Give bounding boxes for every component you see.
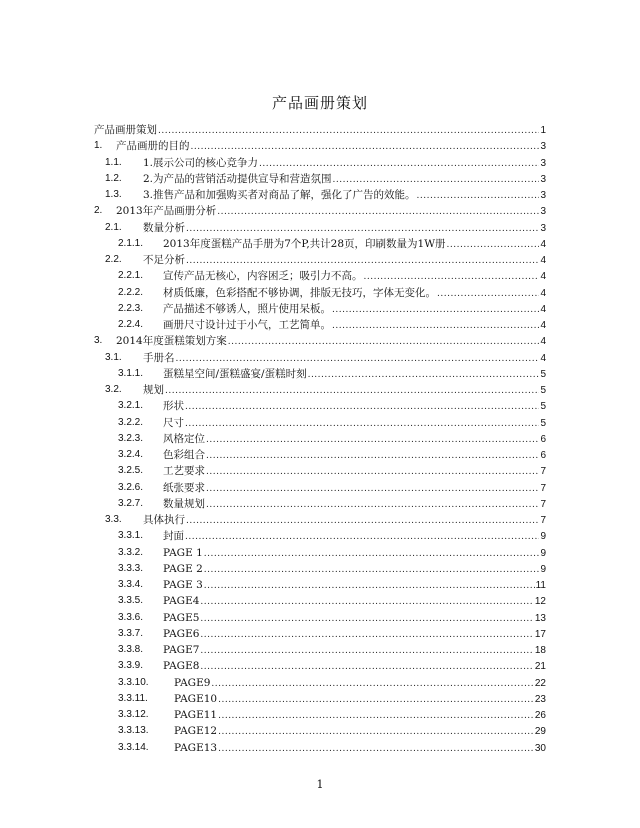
toc-entry-page: 3 [540,173,546,185]
toc-dot-leader [364,269,540,285]
toc-entry[interactable] [94,317,546,333]
toc-entry[interactable] [94,610,546,626]
toc-dot-leader [308,367,540,383]
toc-entry-line [163,593,546,610]
toc-entry[interactable] [94,236,546,252]
toc-entry[interactable] [94,431,546,447]
toc-entry-line [174,691,546,708]
toc-entry-text: 2.为产品的营销活动提供宣导和营造氛围 [143,172,332,185]
toc-entry-line [143,350,546,367]
toc-entry-number: 3.2.5. [118,465,144,477]
toc-entry[interactable] [94,203,546,219]
toc-entry[interactable] [94,366,546,382]
toc-entry-page: 4 [540,287,546,299]
toc-entry-line [163,463,546,480]
toc-entry[interactable] [94,642,546,658]
toc-entry-number: 2.2. [105,254,122,265]
toc-entry-line [143,382,546,399]
toc-entry-text: 产品描述不够诱人，照片使用呆板。 [163,302,331,315]
toc-entry-number: 3.3.5. [118,595,144,607]
toc-entry-line [163,658,546,675]
toc-entry-page: 6 [540,433,546,445]
toc-dot-leader [206,448,539,464]
toc-entry[interactable] [94,707,546,723]
toc-entry-number: 2. [94,205,103,217]
toc-entry[interactable] [94,675,546,691]
toc-entry[interactable] [94,382,546,398]
toc-entry-number: 3.3.8. [118,644,144,655]
toc-entry[interactable] [94,301,546,317]
toc-entry-text: PAGE7 [163,644,200,656]
toc-entry-text: 形状 [163,400,184,413]
toc-entry-line [163,431,546,448]
toc-entry-text: 产品画册的目的 [116,140,190,153]
toc-entry-number: 3. [94,335,103,347]
toc-entry-page: 3 [540,141,546,153]
toc-entry-page: 3 [540,206,546,218]
toc-entry-number: 3.3.10. [118,676,149,688]
toc-entry-text: PAGE 3 [163,579,203,591]
toc-entry-line [116,333,546,350]
toc-entry-text: PAGE13 [174,741,218,754]
toc-entry-line [163,236,546,253]
toc-entry[interactable] [94,333,546,349]
toc-dot-leader [165,383,539,399]
toc-entry[interactable] [94,285,546,301]
toc-entry-page: 9 [540,531,546,543]
toc-entry-text: 画册尺寸设计过于小气，工艺简单。 [163,319,331,331]
toc-entry[interactable] [94,480,546,496]
toc-entry-line [163,545,546,562]
toc-entry[interactable] [94,723,546,739]
toc-entry[interactable] [94,138,546,154]
toc-entry[interactable] [94,463,546,479]
table-of-contents [94,122,546,756]
toc-entry-text: 纸张要求 [163,481,205,494]
toc-entry-line [94,122,546,139]
toc-entry-number: 1.3. [105,189,122,200]
toc-entry[interactable] [94,350,546,366]
toc-entry-page: 9 [540,563,546,575]
toc-entry-number: 3.2.1. [118,400,144,412]
toc-entry-number: 2.2.2. [118,286,144,298]
toc-dot-leader [259,156,539,172]
toc-entry-line [143,155,546,172]
toc-entry-text: PAGE4 [163,595,200,608]
toc-entry-page: 30 [534,742,546,754]
toc-entry-line [163,577,546,594]
toc-entry-line [163,366,546,383]
toc-entry-text: 数量规划 [163,497,205,510]
toc-entry-number: 3.3.2. [118,546,144,558]
toc-entry[interactable] [94,447,546,463]
toc-entry-line [163,301,546,318]
toc-dot-leader [206,432,539,448]
toc-dot-leader [186,513,539,529]
toc-dot-leader [186,221,539,237]
toc-entry-page: 5 [540,385,546,396]
toc-entry-text: 2013年产品画册分析 [116,205,217,218]
toc-entry[interactable] [94,415,546,431]
toc-entry[interactable] [94,398,546,414]
toc-entry-number: 3.3.6. [118,611,144,623]
toc-entry-number: 3.3.14. [118,741,149,753]
toc-entry-text: 封面 [163,530,184,543]
toc-dot-leader [206,481,539,497]
toc-entry-number: 3.2.2. [118,416,144,428]
toc-entry-text: PAGE8 [163,660,200,673]
toc-entry-number: 3.2. [105,384,122,395]
toc-entry-text: PAGE 1 [163,546,203,559]
toc-entry-number: 2.2.1. [118,270,144,282]
toc-entry[interactable] [94,171,546,187]
toc-entry-number: 3.3.4. [118,579,144,590]
toc-dot-leader [332,318,539,334]
toc-entry[interactable] [94,268,546,284]
toc-dot-leader [176,351,540,367]
toc-entry-text: 风格定位 [163,432,205,445]
toc-entry-page: 3 [540,157,546,169]
toc-entry-line [163,528,546,545]
toc-entry-line [174,675,546,692]
toc-entry-text: 尺寸 [163,416,184,429]
toc-entry-text: 工艺要求 [163,465,205,478]
toc-entry[interactable] [94,528,546,544]
toc-entry-text: 手册名 [143,351,175,364]
toc-entry-number: 3.3.13. [118,725,149,737]
toc-dot-leader [332,302,539,318]
toc-dot-leader [200,627,533,643]
toc-dot-leader [200,611,533,627]
toc-entry-number: 2.2.4. [118,319,144,330]
toc-entry-line [163,398,546,415]
toc-entry-number: 3.3. [105,514,122,525]
toc-dot-leader [447,237,540,253]
toc-dot-leader [204,578,535,594]
toc-entry-page: 7 [540,498,546,510]
toc-dot-leader [185,529,539,545]
toc-entry-page: 12 [534,596,546,608]
toc-entry-line [143,512,546,529]
toc-dot-leader [204,562,540,578]
toc-dot-leader [217,204,539,220]
toc-entry-number: 3.3.1. [118,530,144,542]
toc-entry-line [174,740,546,757]
toc-entry-text: 2013年度蛋糕产品手册为7个P,共计28页，印刷数量为1W册 [163,237,446,250]
toc-entry-page: 29 [534,726,546,738]
toc-entry-page: 4 [540,303,546,315]
toc-entry-number: 1.1. [105,156,122,168]
toc-entry-line [163,496,546,513]
toc-entry[interactable] [94,187,546,203]
toc-dot-leader [218,692,534,708]
toc-dot-leader [218,724,534,740]
toc-entry-text: PAGE5 [163,611,200,624]
toc-entry-text: PAGE 2 [163,562,203,575]
toc-entry-page: 7 [540,482,546,494]
toc-entry-page: 3 [540,222,546,234]
toc-entry-page: 17 [534,628,546,640]
toc-entry-page: 21 [534,661,546,673]
toc-dot-leader [185,416,539,432]
toc-entry-number: 3.3.3. [118,562,144,574]
toc-entry-page: 5 [540,368,546,380]
toc-entry-text: PAGE9 [174,676,211,689]
toc-entry-text: 色彩组合 [163,449,205,461]
toc-entry-text: PAGE12 [174,725,218,738]
toc-entry-line [116,138,546,155]
toc-entry-line [174,723,546,740]
toc-dot-leader [218,741,534,757]
toc-entry-page: 4 [540,238,546,250]
toc-entry-page: 22 [534,677,546,689]
toc-entry[interactable] [94,220,546,236]
toc-entry-page: 4 [540,352,546,364]
toc-entry-text: 不足分析 [143,254,185,266]
toc-entry-text: PAGE6 [163,627,200,640]
toc-entry-page: 1 [540,125,546,136]
toc-entry[interactable] [94,122,546,138]
toc-entry-text: PAGE11 [174,709,218,721]
toc-entry-line [163,285,546,302]
toc-entry[interactable] [94,691,546,707]
toc-entry-number: 3.2.3. [118,432,144,444]
toc-entry-line [163,626,546,643]
toc-entry[interactable] [94,545,546,561]
toc-entry-page: 26 [534,710,546,721]
toc-dot-leader [185,399,539,415]
toc-entry-line [163,610,546,627]
toc-entry[interactable] [94,155,546,171]
toc-dot-leader [206,464,539,480]
toc-entry[interactable] [94,626,546,642]
toc-entry-text: 产品画册策划 [94,124,157,136]
page-number: 1 [316,778,324,791]
toc-entry-line [143,220,546,237]
toc-entry-number: 3.3.11. [118,692,148,704]
toc-entry-text: 3.推售产品和加强购买者对商品了解，强化了广告的效能。 [143,189,416,201]
toc-entry[interactable] [94,496,546,512]
toc-entry-number: 3.3.9. [118,660,144,672]
toc-entry-page: 11 [535,580,546,591]
toc-entry-line [116,203,546,220]
toc-dot-leader [186,253,539,269]
toc-entry-page: 5 [540,401,546,413]
toc-entry[interactable] [94,740,546,756]
toc-entry[interactable] [94,252,546,268]
toc-entry-number: 3.3.12. [118,709,149,720]
toc-entry-line [143,252,546,269]
toc-entry-page: 7 [540,466,546,478]
toc-entry-text: 数量分析 [143,221,185,234]
toc-entry-page: 13 [534,612,546,624]
toc-dot-leader [204,546,540,562]
toc-entry-text: 材质低廉，色彩搭配不够协调，排版无技巧，字体无变化。 [163,286,436,299]
toc-entry-line [163,447,546,464]
toc-entry-page: 4 [540,271,546,283]
toc-entry[interactable] [94,577,546,593]
toc-entry-page: 18 [534,645,546,656]
toc-entry-text: 宣传产品无核心，内容困乏；吸引力不高。 [163,270,363,283]
toc-entry-page: 23 [534,693,546,705]
toc-entry-number: 3.3.7. [118,627,144,639]
toc-dot-leader [437,286,539,302]
toc-entry-page: 6 [540,450,546,461]
toc-entry[interactable] [94,512,546,528]
toc-entry-text: 规划 [143,384,164,396]
toc-entry-line [163,480,546,497]
toc-entry-text: 蛋糕星空间/蛋糕盛宴/蛋糕时刻 [163,367,307,380]
toc-entry-page: 3 [540,190,546,201]
toc-entry-number: 3.1.1. [118,367,144,379]
toc-dot-leader [417,188,540,204]
toc-dot-leader [158,123,539,139]
toc-dot-leader [211,676,533,692]
toc-entry-text: 1.展示公司的核心竞争力 [143,156,259,169]
document-title: 产品画册策划 [271,94,368,112]
toc-entry[interactable] [94,593,546,609]
toc-entry-line [163,317,546,334]
toc-entry-text: 具体执行 [143,514,185,526]
toc-entry-text: PAGE10 [174,692,218,705]
toc-dot-leader [333,172,540,188]
toc-entry-line [143,171,546,188]
toc-entry-number: 3.2.4. [118,449,144,460]
toc-entry-number: 3.2.7. [118,497,144,509]
toc-entry-page: 9 [540,547,546,559]
toc-entry[interactable] [94,561,546,577]
toc-entry-line [163,642,546,659]
toc-entry-page: 7 [540,515,546,526]
toc-entry-line [163,561,546,578]
toc-entry-number: 2.1. [105,221,122,233]
toc-entry[interactable] [94,658,546,674]
toc-entry-page: 4 [540,320,546,331]
toc-dot-leader [200,659,533,675]
toc-dot-leader [206,497,539,513]
toc-entry-line [163,415,546,432]
toc-entry-page: 4 [540,255,546,266]
toc-entry-page: 5 [540,417,546,429]
toc-entry-line [163,268,546,285]
toc-entry-number: 1. [94,140,103,152]
toc-entry-page: 4 [540,336,546,348]
toc-entry-number: 3.1. [105,351,122,363]
toc-entry-number: 1.2. [105,172,122,184]
toc-entry-text: 2014年度蛋糕策划方案 [116,335,227,348]
toc-entry-line [143,187,546,204]
toc-dot-leader [200,594,533,610]
toc-dot-leader [191,139,540,155]
toc-entry-number: 2.2.3. [118,302,144,314]
toc-entry-number: 2.1.1. [118,237,144,249]
toc-dot-leader [218,708,534,724]
toc-dot-leader [200,643,533,659]
toc-entry-number: 3.2.6. [118,481,144,493]
toc-dot-leader [228,334,540,350]
toc-entry-line [174,707,546,724]
